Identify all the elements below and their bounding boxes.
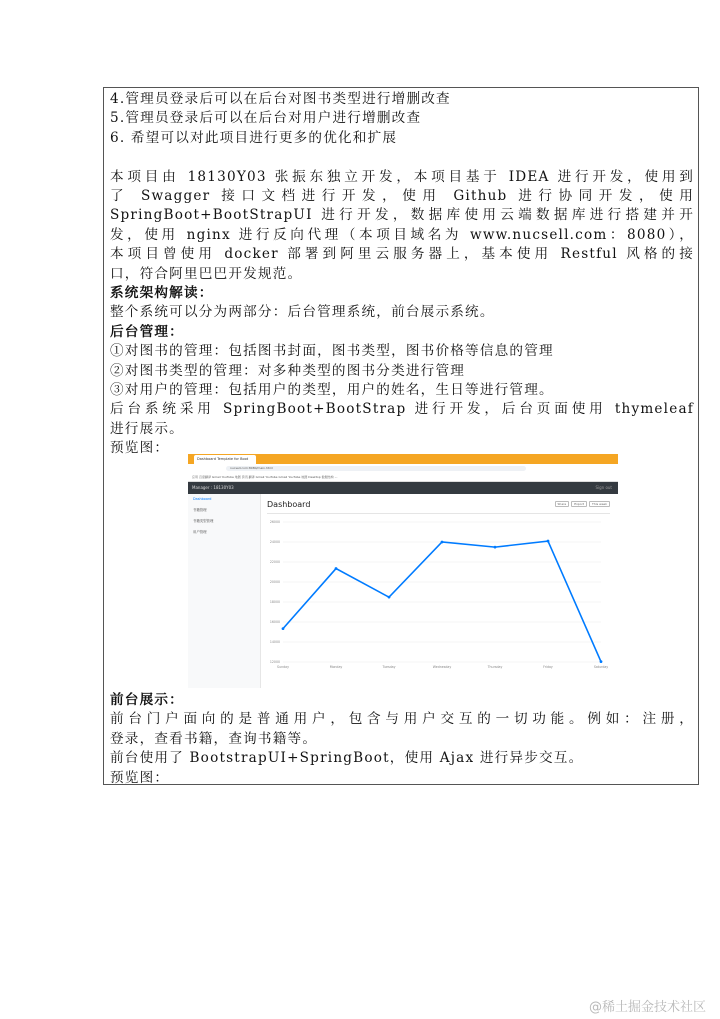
data-point [388,596,391,599]
text-line: 预览图： [110,440,170,457]
dashboard-heading: Dashboard [267,500,311,509]
nav-brand: Manager : 18130Y03 [192,485,234,490]
text-line: 了 Swagger 接口文档进行开发，使用 Github 进行协同开发，使用 [110,188,694,205]
series-line [283,541,601,662]
dashboard-line-chart [261,516,618,686]
text-block-after [110,691,694,788]
browser-tab-bar [188,454,618,464]
text-line: 整个系统可以分为两部分：后台管理系统，前台展示系统。 [110,304,495,321]
sidebar-item: 书籍类型管理 [193,519,214,523]
x-tick-label: Saturday [593,665,609,669]
data-point [441,541,444,544]
sidebar-item: 用户管理 [193,530,207,534]
content-frame [103,87,699,785]
section-heading: 系统架构解读： [110,285,214,302]
browser-tab: Dashboard Template for Boot [194,455,256,464]
text-block-before [110,90,694,459]
toolbar-button: Share [555,501,570,507]
text-line: 前台门户面向的是普通用户，包含与用户交互的一切功能。例如：注册， [110,711,694,728]
data-point [335,567,338,570]
data-point [600,660,603,663]
x-tick-label: Friday [543,665,553,669]
blank-line [110,148,694,167]
section-heading: 前台展示： [110,692,184,708]
y-tick-label: 16000 [269,620,280,624]
admin-top-nav [188,482,618,494]
url-field: nucsell.com:8080/main.html [226,466,526,471]
text-line: 5.管理员登录后可以在后台对用户进行增删改查 [110,110,422,127]
admin-preview-screenshot [188,454,618,688]
text-line: 4.管理员登录后可以在后台对图书类型进行增删改查 [110,91,451,107]
bookmarks-bar: 应用 百度翻译 Gmail YouTube 地图 资讯 翻译 Gmail YouTube Gmail YouTube 地图 Desktop 数据结构 ... [188,473,618,482]
text-line: 进行展示。 [110,420,184,437]
y-tick-label: 24000 [269,540,280,544]
y-tick-label: 18000 [269,600,280,604]
text-line: 本项目由 18130Y03 张振东独立开发，本项目基于 IDEA 进行开发，使用到 [110,168,694,185]
data-point [494,546,497,549]
heading-divider [267,513,610,514]
section-heading: 后台管理： [110,323,184,340]
x-tick-label: Wednesday [432,665,452,669]
y-tick-label: 12000 [269,660,280,664]
y-tick-label: 14000 [269,640,280,644]
y-tick-label: 22000 [269,560,280,564]
text-line: 口，符合阿里巴巴开发规范。 [110,265,303,282]
sidebar-item: Dashboard [193,497,212,501]
text-line: 本项目曾使用 docker 部署到阿里云服务器上，基本使用 Restful 风格的接 [110,246,694,263]
text-line: ②对图书类型的管理：对多种类型的图书分类进行管理 [110,362,466,379]
x-tick-label: Thursday [487,665,503,669]
sidebar-item: 书籍管理 [193,508,207,512]
y-tick-label: 26000 [269,520,280,524]
watermark: @稀土掘金技术社区 [588,1000,706,1015]
text-line: 后台系统采用 SpringBoot+BootStrap 进行开发，后台页面使用 thymeleaf [110,401,694,418]
text-line: SpringBoot+BootStrapUI 进行开发，数据库使用云端数据库进行搭建并开 [110,207,694,224]
text-line: ③对用户的管理：包括用户的类型，用户的姓名，生日等进行管理。 [110,382,554,399]
text-line: 发，使用 nginx 进行反向代理（本项目域名为 www.nucsell.com：8080）， [110,226,694,243]
toolbar-button: Export [571,501,587,507]
admin-sidebar [188,494,261,688]
text-line: 预览图： [110,769,170,786]
text-line: 前台使用了 BootstrapUI+SpringBoot，使用 Ajax 进行异步交互。 [110,750,584,767]
data-point [547,540,550,543]
text-line: 6. 希望可以对此项目进行更多的优化和扩展 [110,129,398,146]
text-line: ①对图书的管理：包括图书封面，图书类型，图书价格等信息的管理 [110,343,554,360]
x-tick-label: Monday [329,665,343,669]
toolbar-button: This week [589,501,610,507]
y-tick-label: 20000 [269,580,280,584]
text-line: 登录，查看书籍，查询书籍等。 [110,730,318,747]
x-tick-label: Tuesday [382,665,396,669]
x-tick-label: Sunday [277,665,289,669]
data-point [282,627,285,630]
toolbar-buttons [553,501,610,507]
dashboard-main [261,494,618,688]
sign-out-link: Sign out [595,485,612,490]
